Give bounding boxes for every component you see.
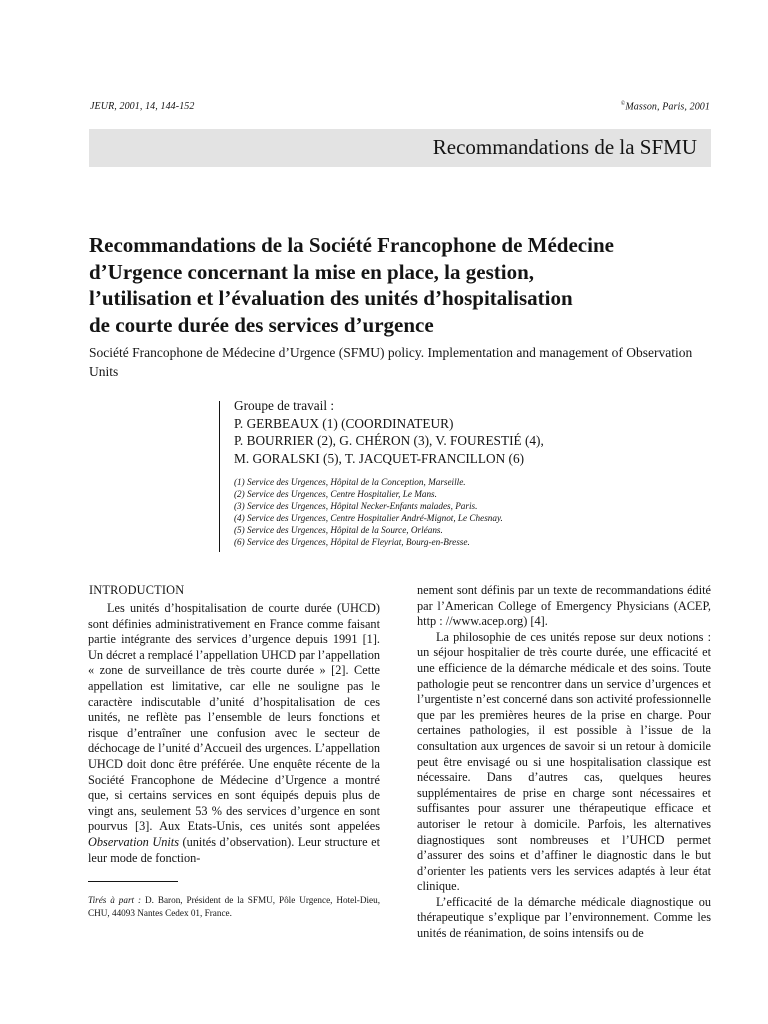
title-line: Recommandations de la Société Francophone de Médecine <box>89 233 614 257</box>
affiliation: (4) Service des Urgences, Centre Hospitalier André-Mignot, Le Chesnay. <box>234 513 503 523</box>
copyright-symbol: © <box>620 101 626 107</box>
section-banner <box>89 129 711 167</box>
footnote-rule <box>88 881 178 882</box>
right-column <box>417 583 711 942</box>
left-column <box>88 601 380 866</box>
author-line: P. BOURRIER (2), G. CHÉRON (3), V. FOURESTIÉ (4), <box>234 433 544 448</box>
affiliation-list <box>234 476 503 548</box>
title-line: d’Urgence concernant la mise en place, la gestion, <box>89 259 535 284</box>
author-line: P. GERBEAUX (1) (COORDINATEUR) <box>234 415 454 431</box>
section-banner-label: Recommandations de la SFMU <box>432 135 697 159</box>
english-subtitle: Société Francophone de Médecine d’Urgence (SFMU) policy. Implementation and management of Observation Units <box>89 345 693 379</box>
affiliation: (5) Service des Urgences, Hôpital de la Source, Orléans. <box>234 525 443 535</box>
author-list <box>234 397 544 467</box>
footnote-label: Tirés à part : <box>88 895 142 905</box>
affiliation: (1) Service des Urgences, Hôpital de la Conception, Marseille. <box>234 477 466 487</box>
author-line: M. GORALSKI (5), T. JACQUET-FRANCILLON (6) <box>234 450 525 466</box>
reprint-footnote <box>88 894 380 920</box>
paragraph-text: (unités d’observation). Leur structure et leur mode de fonction- <box>88 834 381 865</box>
working-group-label: Groupe de travail : <box>234 398 335 413</box>
body-paragraph <box>88 601 380 866</box>
title-line: de courte durée des services d’urgence <box>89 312 434 337</box>
emphasis-term: Observation Units <box>88 834 179 849</box>
title-line: l’utilisation et l’évaluation des unités d’hospitalisation <box>89 286 573 310</box>
body-paragraph: La philosophie de ces unités repose sur deux notions : un séjour hospitalier de très courte durée, une efficacité et une efficience de la démarche médicale et des soins. Toute pathologie peut se rencontrer dans un service d’urgences et l’urgentiste n’est concerné dans son activité professionnelle que par les premières heures de la prise en charge. Pour certaines pathologies, il est possible à l’issue de la consultation aux urgences de savoir si un retour à domicile peut être envisagé ou si une hospitalisation classique est nécessaire. Dans d’autres cas, quelques heures supplémentaires de prise en charge sont nécessaires et suffisantes pour assurer une thérapeutique efficace et autoriser le retour à domicile. Parfois, les alternatives diagnostiques sont nombreuses et l’UHCD permet d’assurer des soins et d’affiner le diagnostic dans le but d’orienter les patients vers les services adaptés à leur état clinique. <box>417 629 711 894</box>
article-title <box>89 232 729 338</box>
footnote-text: D. Baron, Président de la SFMU, Pôle Urgence, Hotel-Dieu, CHU, 44093 Nantes Cedex 01, France. <box>88 895 380 919</box>
affiliation: (2) Service des Urgences, Centre Hospitalier, Le Mans. <box>234 489 437 499</box>
body-paragraph: nement sont définis par un texte de recommandations édité par l’American College of Emergency Physicians (ACEP, http : //www.acep.org) [4]. <box>417 583 711 629</box>
author-block-divider <box>219 401 220 552</box>
affiliation: (6) Service des Urgences, Hôpital de Fleyriat, Bourg-en-Bresse. <box>234 537 470 547</box>
publisher: Masson, Paris, 2001 <box>625 101 710 113</box>
section-heading-introduction: INTRODUCTION <box>89 583 185 597</box>
journal-citation: JEUR, 2001, 14, 144-152 <box>90 101 195 112</box>
affiliation: (3) Service des Urgences, Hôpital Necker-Enfants malades, Paris. <box>234 501 478 511</box>
copyright-notice <box>621 101 710 112</box>
paragraph-text: Les unités d’hospitalisation de courte durée (UHCD) sont définies administrativement en France comme faisant partie intégrante des services d’urgence depuis 1991 [1]. Un décret a remplacé l’appellation UHCD par l’appellation « zone de surveillance de très courte durée » [2]. Cette appellation est limitative, car elle ne souligne pas le caractère indiscutable d’unité d’hospitalisation de ces unités, ne reflète pas l’ensemble de leurs fonctions et risque d’entraîner une confusion avec le secteur de déchocage de l’unité d’Accueil des urgences. L’appellation UHCD doit donc être préférée. Une enquête récente de la Société Francophone de Médecine d’Urgence a montré que, si certains services en sont équipés depuis plus de vingt ans, seulement 53 % des services d’urgence en sont pourvus [3]. Aux Etats-Unis, ces unités sont appelées <box>88 601 380 834</box>
body-paragraph: L’efficacité de la démarche médicale diagnostique ou thérapeutique s’explique par l’environnement. Comme les unités de réanimation, de soins intensifs ou de <box>417 894 711 941</box>
